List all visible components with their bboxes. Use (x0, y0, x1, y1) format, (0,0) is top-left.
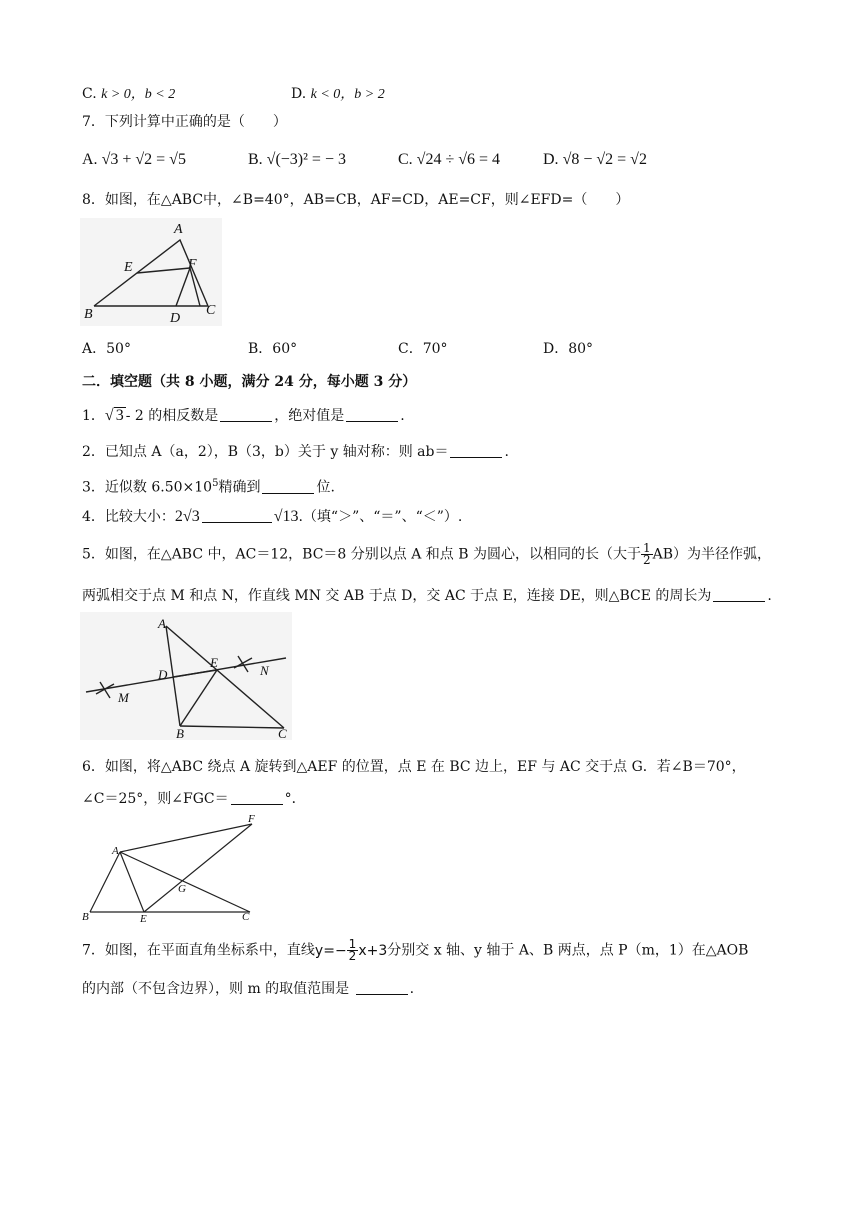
q7-option-c-expr: √24 ÷ √6 = 4 (416, 151, 501, 168)
fill-question-7-line-2: 的内部（不包含边界），则 m 的取值范围是 . (82, 981, 415, 997)
point-label-b: B (82, 911, 89, 923)
fill-question-7-line-1: 7．如图，在平面直角坐标系中，直线y=− $\frac{1}{2}$ x+3分别交 x 轴、y 轴于 A、B 两点，点 P（m，1）在△AOB (82, 937, 749, 963)
q7-option-b-expr: √(−3)² = − 3 (266, 151, 346, 168)
option-d-expr: k < 0，b > 2 (310, 87, 385, 102)
fill-question-6-line-2: ∠C＝25°，则∠FGC＝ °． (82, 791, 306, 807)
q5-construction-figure (80, 612, 292, 740)
point-label-g: G (178, 883, 186, 895)
q7-option-c: C. √24 ÷ √6 = 4 (398, 151, 501, 168)
fill-question-2: 2．已知点 A（a，2），B（3，b）关于 y 轴对称：则 ab＝ . (82, 444, 509, 460)
answer-blank[interactable] (356, 980, 408, 995)
line-equation: y=− $\frac{1}{2}$ x+3 (314, 937, 388, 963)
answer-blank[interactable] (220, 407, 272, 422)
q7-option-a: A. √3 + √2 = √5 (82, 151, 186, 168)
point-label-e: E (140, 913, 147, 924)
point-label-a: A (158, 616, 166, 631)
q8-option-d: D．80° (543, 341, 594, 357)
point-label-b: B (176, 726, 184, 740)
answer-blank[interactable] (346, 407, 398, 422)
option-c-prev: C. k > 0，b < 2 (82, 86, 176, 102)
fill-question-5-line-2: 两弧相交于点 M 和点 N，作直线 MN 交 AB 于点 D，交 AC 于点 E，连接 DE，则△BCE 的周长为 . (82, 588, 772, 604)
fill-question-1: 1．√ 3 - 2 的相反数是 ，绝对值是 . (82, 407, 405, 424)
point-label-f: F (248, 813, 255, 825)
q8-triangle-figure (80, 218, 222, 326)
point-label-a: A (112, 845, 119, 857)
answer-blank[interactable] (231, 790, 283, 805)
point-label-d: D (158, 667, 168, 682)
fill-question-6-line-1: 6．如图，将△ABC 绕点 A 旋转到△AEF 的位置，点 E 在 BC 边上，EF 与 AC 交于点 G．若∠B＝70°， (82, 759, 746, 775)
point-label-m: M (118, 690, 129, 705)
fill-question-5-line-1: 5．如图，在△ABC 中，AC＝12，BC＝8 分别以点 A 和点 B 为圆心，以相同的长（大于 $\frac{1}{2}$ AB）为半径作弧， (82, 541, 772, 567)
q6-rotation-figure (80, 812, 264, 924)
q7-option-d-expr: √8 − √2 = √2 (562, 151, 647, 168)
question-8-stem: 8．如图，在△ABC中，∠B=40°，AB=CB，AF=CD，AE=CF，则∠EFD=（ ） (82, 192, 630, 208)
q7-option-b: B. √(−3)² = − 3 (248, 151, 346, 168)
fill-question-3: 3．近似数 $6.50\times 10^5$精确到 位. (82, 478, 335, 496)
point-label-c: C (206, 303, 216, 318)
point-label-n: N (260, 663, 269, 678)
point-label-f: F (188, 257, 197, 272)
q8-option-b: B．60° (248, 341, 298, 357)
answer-blank[interactable] (713, 587, 765, 602)
q8-option-c: C．70° (398, 341, 448, 357)
compare-left-expr: 2√3 (174, 508, 200, 525)
section-2-heading: 二．填空题（共 8 小题，满分 24 分，每小题 3 分） (82, 374, 417, 390)
answer-blank[interactable] (262, 479, 314, 494)
answer-blank[interactable] (450, 443, 502, 458)
answer-blank[interactable] (202, 508, 272, 523)
compare-right-expr: √13 (273, 508, 299, 525)
fraction-one-half: $\frac{1}{2}$ (642, 541, 651, 567)
q8-option-a: A．50° (82, 341, 131, 357)
point-label-b: B (84, 307, 93, 322)
point-label-e: E (124, 260, 133, 275)
point-label-c: C (278, 726, 287, 740)
point-label-a: A (174, 222, 183, 237)
q7-option-a-expr: √3 + √2 = √5 (101, 151, 186, 168)
sqrt3-symbol: √ 3 (104, 407, 124, 424)
option-c-expr: k > 0，b < 2 (101, 87, 176, 102)
point-label-d: D (170, 311, 181, 326)
point-label-c: C (242, 911, 250, 923)
fill-question-4: 4．比较大小：2√3 √13.（填“＞”、“＝”、“＜”）. (82, 508, 463, 525)
q7-option-d: D. √8 − √2 = √2 (543, 151, 647, 168)
question-7-stem: 7．下列计算中正确的是（ ） (82, 114, 287, 130)
option-d-prev: D. k < 0，b > 2 (291, 86, 385, 102)
point-label-e: E (210, 655, 218, 670)
